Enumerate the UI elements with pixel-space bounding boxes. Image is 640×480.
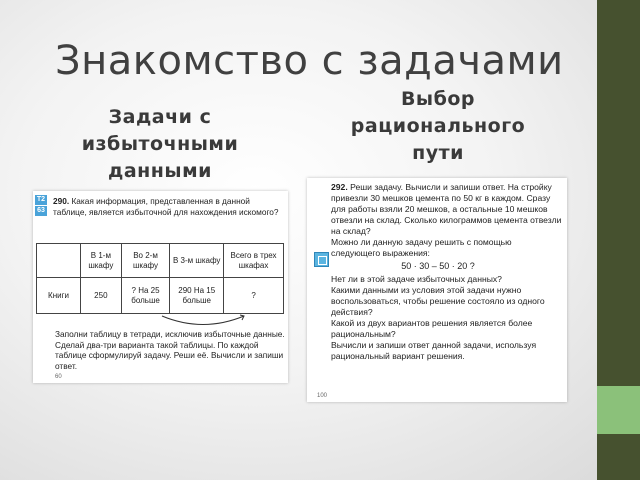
right-column-heading: Выбор рационального пути — [350, 88, 526, 164]
left-textbook-excerpt — [33, 191, 288, 383]
task-instructions: Заполни таблицу в тетради, исключив избыточные данные. Сделай два-три варианта такой таблицы. По каждой таблице сформулируй задачу. Реши её. Вычисли и запиши ответ. — [55, 329, 285, 371]
question-line: Вычисли и запиши ответ данной задачи, используя рациональный вариант решения. — [331, 340, 537, 361]
question-line: Какими данными из условия этой задачи нужно воспользоваться, чтобы решение состояло из одного действия? — [331, 285, 545, 317]
table-cell: 290 На 15 больше — [170, 278, 224, 314]
slide-title: Знакомство с задачами — [55, 38, 564, 84]
question-text: Какая информация, представленная в данной таблице, является избыточной для нахождения искомого? — [53, 196, 279, 217]
page-number: 60 — [55, 374, 62, 380]
question-290 — [53, 196, 285, 217]
right-textbook-excerpt — [307, 178, 567, 402]
books-table — [36, 243, 284, 314]
table-header: Всего в трех шкафах — [224, 244, 284, 278]
table-header: В 3-м шкафу — [170, 244, 224, 278]
table-header: В 1-м шкафу — [81, 244, 122, 278]
badge-bottom: 63 — [35, 206, 47, 216]
expression: 50 · 30 – 50 · 20 ? — [401, 261, 475, 271]
table-header: Во 2-м шкафу — [121, 244, 170, 278]
left-column-heading: Задачи с избыточными данными — [81, 106, 239, 182]
question-number: 292. — [331, 182, 348, 192]
table-header — [37, 244, 81, 278]
decorative-accent-block — [597, 386, 640, 434]
arrow-arc-icon — [158, 313, 248, 327]
question-line: Какой из двух вариантов решения является более рациональным? — [331, 318, 533, 339]
question-line: Нет ли в этой задаче избыточных данных? — [331, 274, 502, 284]
table-cell: ? — [224, 278, 284, 314]
question-text: Реши задачу. Вычисли и запиши ответ. На стройку привезли 30 мешков цемента по 50 кг в каждом. Сразу для работы взяли 20 мешков, а остальные 10 мешков отвезли на склад. Сколько килограммов цемента отвезли на склад? — [331, 182, 562, 236]
question-number: 290. — [53, 196, 70, 206]
badge-top: Т2 — [36, 196, 46, 203]
page-number: 100 — [317, 393, 328, 399]
table-cell: ? На 25 больше — [121, 278, 170, 314]
table-cell: Книги — [37, 278, 81, 314]
expression-question: Можно ли данную задачу решить с помощью следующего выражения: — [331, 237, 512, 258]
table-cell: 250 — [81, 278, 122, 314]
question-292 — [313, 182, 563, 362]
